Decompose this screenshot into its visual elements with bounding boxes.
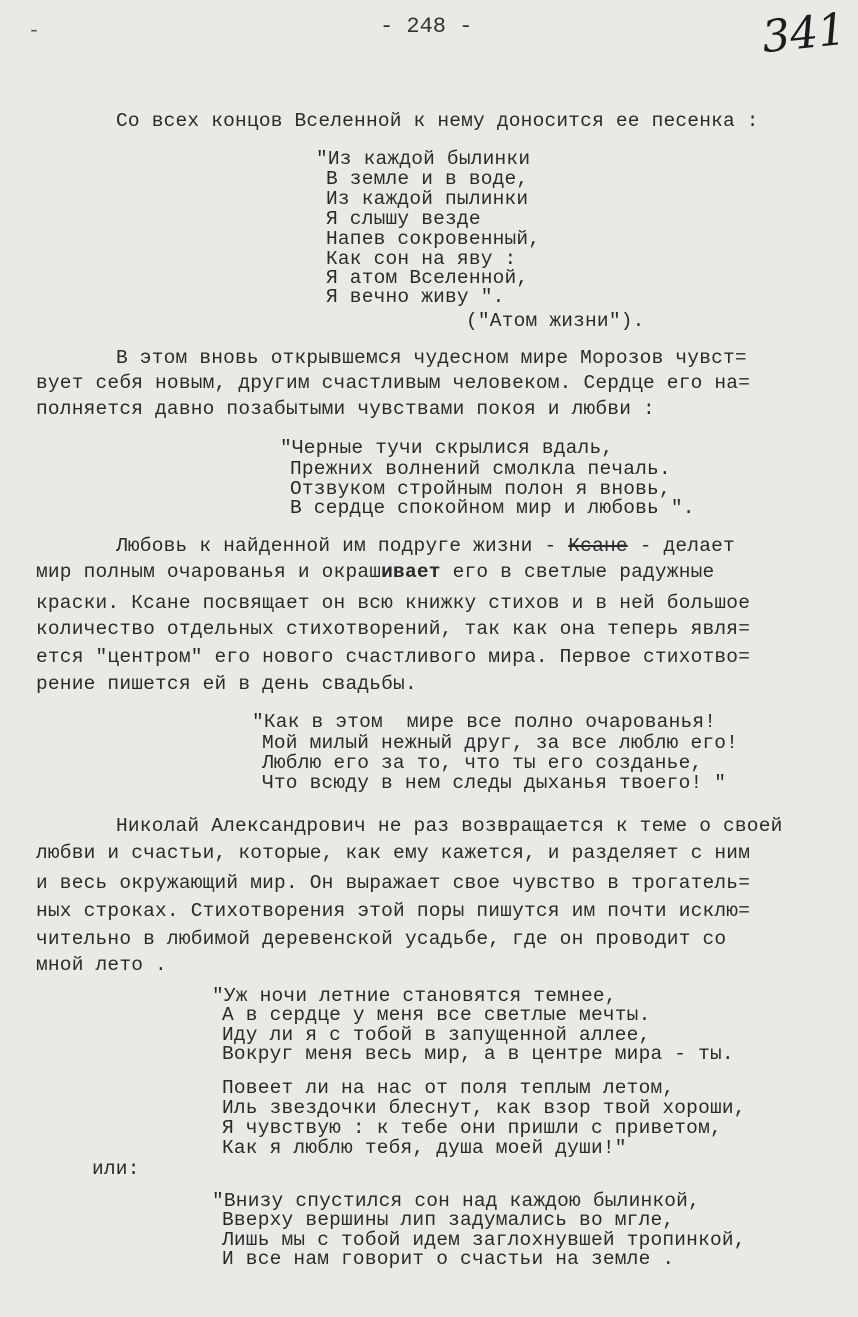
paragraph-line: любви и счастьи, которые, как ему кажется, и разделяет с ним	[36, 842, 751, 864]
text-fragment: его в светлые радужные	[440, 561, 715, 583]
text-fragment: Любовь к найденной им подруге жизни -	[116, 535, 569, 557]
paragraph-line: мной лето .	[36, 954, 167, 976]
paragraph-line: и весь окружающий мир. Он выражает свое чувство в трогатель=	[36, 872, 751, 894]
poem-line: Я чувствую : к тебе они пришли с приветом,	[222, 1117, 722, 1139]
connector-word: или:	[92, 1158, 140, 1180]
poem-line: И все нам говорит о счастьи на земле .	[222, 1248, 675, 1270]
poem-line: "Уж ночи летние становятся темнее,	[212, 985, 617, 1007]
paragraph-line: ных строках. Стихотворения этой поры пишутся им почти исклю=	[36, 900, 751, 922]
text-fragment: - делает	[627, 535, 735, 557]
poem-line: "Внизу спустился сон над каждою былинкой,	[212, 1190, 700, 1212]
paragraph-line: краски. Ксане посвящает он всю книжку стихов и в ней большое	[36, 592, 751, 614]
poem-line: Иль звездочки блеснут, как взор твой хороши,	[222, 1097, 746, 1119]
intro-line: Со всех концов Вселенной к нему доносится ее песенка :	[116, 110, 759, 132]
poem-line: Я атом Вселенной,	[326, 267, 529, 289]
poem-line: Лишь мы с тобой идем заглохнувшей тропинкой,	[222, 1229, 746, 1251]
poem-line: А в сердце у меня все светлые мечты.	[222, 1004, 651, 1026]
poem-line: Иду ли я с тобой в запущенной аллее,	[222, 1024, 651, 1046]
poem-source: ("Атом жизни").	[466, 310, 645, 332]
header-dash: -	[28, 20, 41, 43]
page-number: - 248 -	[380, 14, 473, 39]
poem-line: Напев сокровенный,	[326, 228, 541, 250]
poem-line: Отзвуком стройным полон я вновь,	[290, 478, 671, 500]
paragraph-line	[36, 561, 714, 583]
paragraph-line: ется "центром" его нового счастливого мира. Первое стихотво=	[36, 646, 751, 668]
paragraph-line: рение пишется ей в день свадьбы.	[36, 673, 417, 695]
poem-line: Вверху вершины лип задумались во мгле,	[222, 1209, 675, 1231]
text-fragment: мир полным очарованья и окраш	[36, 561, 382, 583]
poem-line: Вокруг меня весь мир, а в центре мира - ты.	[222, 1043, 734, 1065]
paragraph-line: количество отдельных стихотворений, так как она теперь явля=	[36, 618, 751, 640]
paragraph-line: Николай Александрович не раз возвращается к теме о своей	[116, 815, 783, 837]
poem-line: Прежних волнений смолкла печаль.	[290, 458, 671, 480]
struck-out-word: Ксане	[568, 535, 628, 557]
paragraph-line: полняется давно позабытыми чувствами покоя и любви :	[36, 398, 655, 420]
poem-line: Я слышу везде	[326, 208, 481, 230]
poem-line: Как сон на яву :	[326, 248, 517, 270]
corrected-fragment: ивает	[381, 561, 441, 583]
poem-line: Я вечно живу ".	[326, 286, 505, 308]
archive-number: 341	[759, 3, 849, 64]
poem-line: Повеет ли на нас от поля теплым летом,	[222, 1077, 675, 1099]
poem-line: Как я люблю тебя, душа моей души!"	[222, 1137, 627, 1159]
poem-line: Из каждой пылинки	[326, 188, 529, 210]
poem-line: Что всюду в нем следы дыханья твоего! "	[262, 772, 727, 794]
poem-line: В сердце спокойном мир и любовь ".	[290, 497, 695, 519]
paragraph-line: вует себя новым, другим счастливым человеком. Сердце его на=	[36, 372, 751, 394]
poem-line: Мой милый нежный друг, за все люблю его!	[262, 732, 739, 754]
poem-line: Люблю его за то, что ты его созданье,	[262, 752, 703, 774]
paragraph-line: В этом вновь открывшемся чудесном мире Морозов чувст=	[116, 347, 747, 369]
poem-line: "Как в этом мире все полно очарованья!	[252, 711, 717, 733]
poem-line: "Черные тучи скрылися вдаль,	[280, 437, 614, 459]
paragraph-line	[116, 535, 735, 557]
poem-line: "Из каждой былинки	[316, 148, 531, 170]
paragraph-line: чительно в любимой деревенской усадьбе, где он проводит со	[36, 928, 727, 950]
poem-line: В земле и в воде,	[326, 168, 529, 190]
